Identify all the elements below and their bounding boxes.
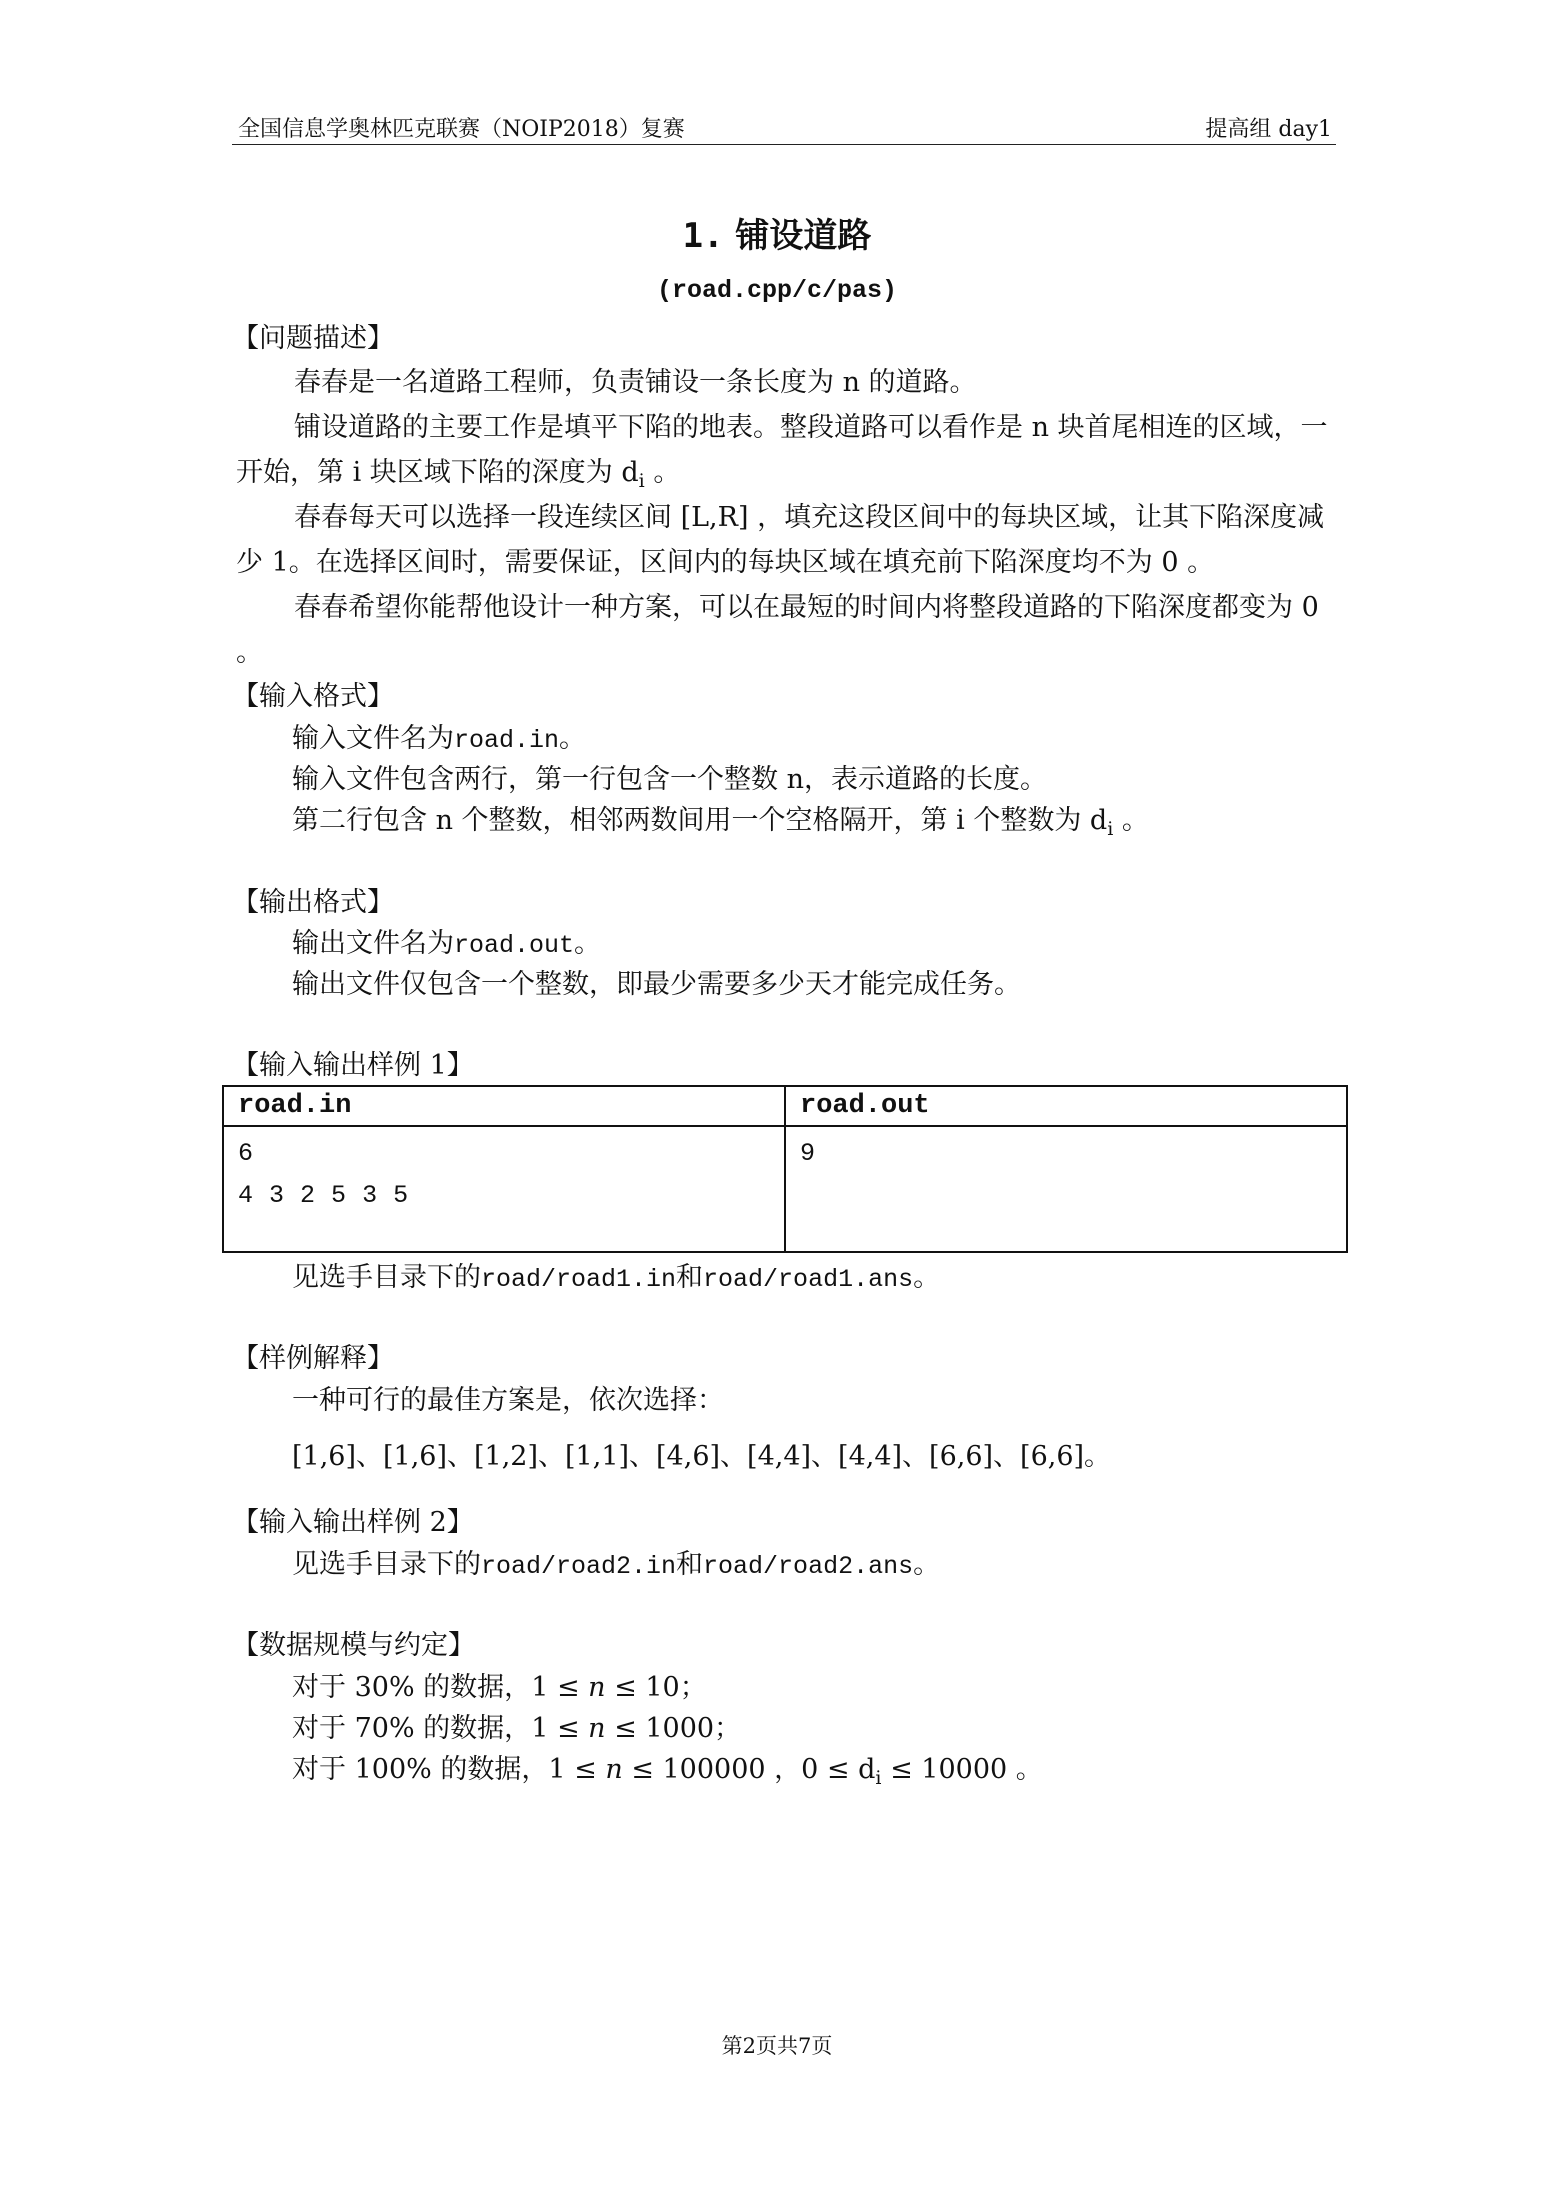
sample1-note-file-in: road/road1.in [481,1265,677,1294]
problem-text-1: 春春是一名道路工程师，负责铺设一条长度为 n 的道路。 [294,367,977,398]
output-line-1 [292,921,601,960]
problem-text-2-end: 。 [644,457,681,488]
problem-paragraph-1 [236,360,1336,405]
section-problem-heading: 【问题描述】 [232,323,394,354]
section-sample2-heading: 【输入输出样例 2】 [232,1507,474,1538]
sample2-note-and: 和 [676,1549,704,1580]
sample1-table-body-row [223,1126,1347,1252]
input-line-2: 输入文件包含两行，第一行包含一个整数 n，表示道路的长度。 [292,764,1047,795]
problem-number: 1. [682,216,724,256]
limits-line-3-end: ≤ 10000 。 [881,1754,1043,1785]
limits-line-1 [292,1665,707,1704]
section-explain-heading: 【样例解释】 [232,1343,394,1374]
sample1-depth-value: 3 [269,1181,285,1210]
sample1-depth-value: 5 [331,1181,347,1210]
problem-text-4: 春春希望你能帮他设计一种方案，可以在最短的时间内将整段道路的下陷深度都变为 0 。 [236,592,1319,668]
problem-text-3: 春春每天可以选择一段连续区间 [L,R] ，填充这段区间中的每块区域，让其下陷深度减少 1。在选择区间时，需要保证，区间内的每块区域在填充前下陷深度均不为 0 。 [236,502,1325,578]
limits-line-3-text: 对于 100% 的数据， [292,1754,549,1785]
limits-line-2-upper: ≤ 1000； [605,1713,742,1744]
header-group-day: 提高组 day1 [1205,117,1332,142]
section-input-heading: 【输入格式】 [232,681,394,712]
sample2-note-file-ans: road/road2.ans [703,1552,914,1581]
section-output-heading: 【输出格式】 [232,887,394,918]
input-line-3-text: 第二行包含 n 个整数，相邻两数间用一个空格隔开，第 i 个整数为 d [292,805,1108,836]
input-line-1-end: 。 [559,723,587,754]
sample1-input-header: road.in [223,1086,785,1126]
limits-line-1-upper: ≤ 10； [605,1672,707,1703]
sample1-note [292,1255,940,1294]
output-line-1-end: 。 [574,928,602,959]
sample1-note-and: 和 [676,1262,704,1293]
sample2-note-text: 见选手目录下的 [292,1549,481,1580]
sample1-depth-value: 2 [300,1181,316,1210]
limits-line-3-subscript: i [875,1767,882,1789]
source-files: (road.cpp/c/pas) [656,276,898,305]
output-filename: road.out [454,931,575,960]
sample1-input-line-2 [238,1175,770,1217]
sample1-output-line-1: 9 [800,1139,816,1168]
sample2-note [292,1542,940,1581]
problem-text-2-subscript: i [638,470,645,492]
limits-line-3-lower: 1 ≤ [548,1754,606,1785]
section-limits-heading: 【数据规模与约定】 [232,1630,475,1661]
limits-line-3 [292,1747,1043,1789]
problem-text-2: 铺设道路的主要工作是填平下陷的地表。整段道路可以看作是 n 块首尾相连的区域，一开始，第 i 块区域下陷的深度为 d [236,412,1328,488]
sample1-depth-value: 5 [393,1181,409,1210]
input-line-3 [292,798,1149,840]
limits-line-3-variable: n [605,1754,623,1785]
sample1-input-cell [223,1126,785,1252]
input-line-1 [292,716,586,755]
sample1-note-file-ans: road/road1.ans [703,1265,914,1294]
sample1-depth-value: 4 [238,1181,254,1210]
sample1-table [222,1085,1348,1253]
sample2-note-end: 。 [913,1549,941,1580]
header-contest-name: 全国信息学奥林匹克联赛（NOIP2018）复赛 [238,117,685,142]
sample1-note-end: 。 [913,1262,941,1293]
sample1-input-line-1: 6 [238,1139,254,1168]
limits-line-2-lower: 1 ≤ [531,1713,589,1744]
input-line-3-end: 。 [1113,805,1149,836]
problem-paragraph-4 [236,585,1336,675]
problem-paragraph-2 [236,405,1336,504]
page-footer: 第2页共7页 [721,2034,833,2058]
sample1-table-header-row [223,1086,1347,1126]
sample1-output-cell [785,1126,1347,1252]
limits-line-3-upper: ≤ 100000 ，0 ≤ d [622,1754,876,1785]
input-line-3-subscript: i [1107,818,1114,840]
sample1-note-text: 见选手目录下的 [292,1262,481,1293]
limits-line-2-text: 对于 70% 的数据， [292,1713,532,1744]
explain-line-2: [1,6]、[1,6]、[1,2]、[1,1]、[4,6]、[4,4]、[4,4]、[6,6]、[6,6]。 [292,1441,1112,1472]
input-filename: road.in [454,726,560,755]
limits-line-1-text: 对于 30% 的数据， [292,1672,532,1703]
problem-title [0,208,1554,257]
output-line-1-text: 输出文件名为 [292,928,454,959]
section-sample1-heading: 【输入输出样例 1】 [232,1050,474,1081]
problem-name: 铺设道路 [735,216,872,256]
limits-line-2-variable: n [588,1713,606,1744]
output-line-2: 输出文件仅包含一个整数，即最少需要多少天才能完成任务。 [292,969,1021,1000]
sample1-depth-value: 3 [362,1181,378,1210]
problem-paragraph-3 [236,495,1336,585]
limits-line-1-variable: n [588,1672,606,1703]
sample2-note-file-in: road/road2.in [481,1552,677,1581]
page-header [232,110,1336,145]
limits-line-2 [292,1706,741,1745]
input-line-1-text: 输入文件名为 [292,723,454,754]
sample1-output-header: road.out [785,1086,1347,1126]
explain-line-1: 一种可行的最佳方案是，依次选择： [292,1385,724,1416]
limits-line-1-lower: 1 ≤ [531,1672,589,1703]
